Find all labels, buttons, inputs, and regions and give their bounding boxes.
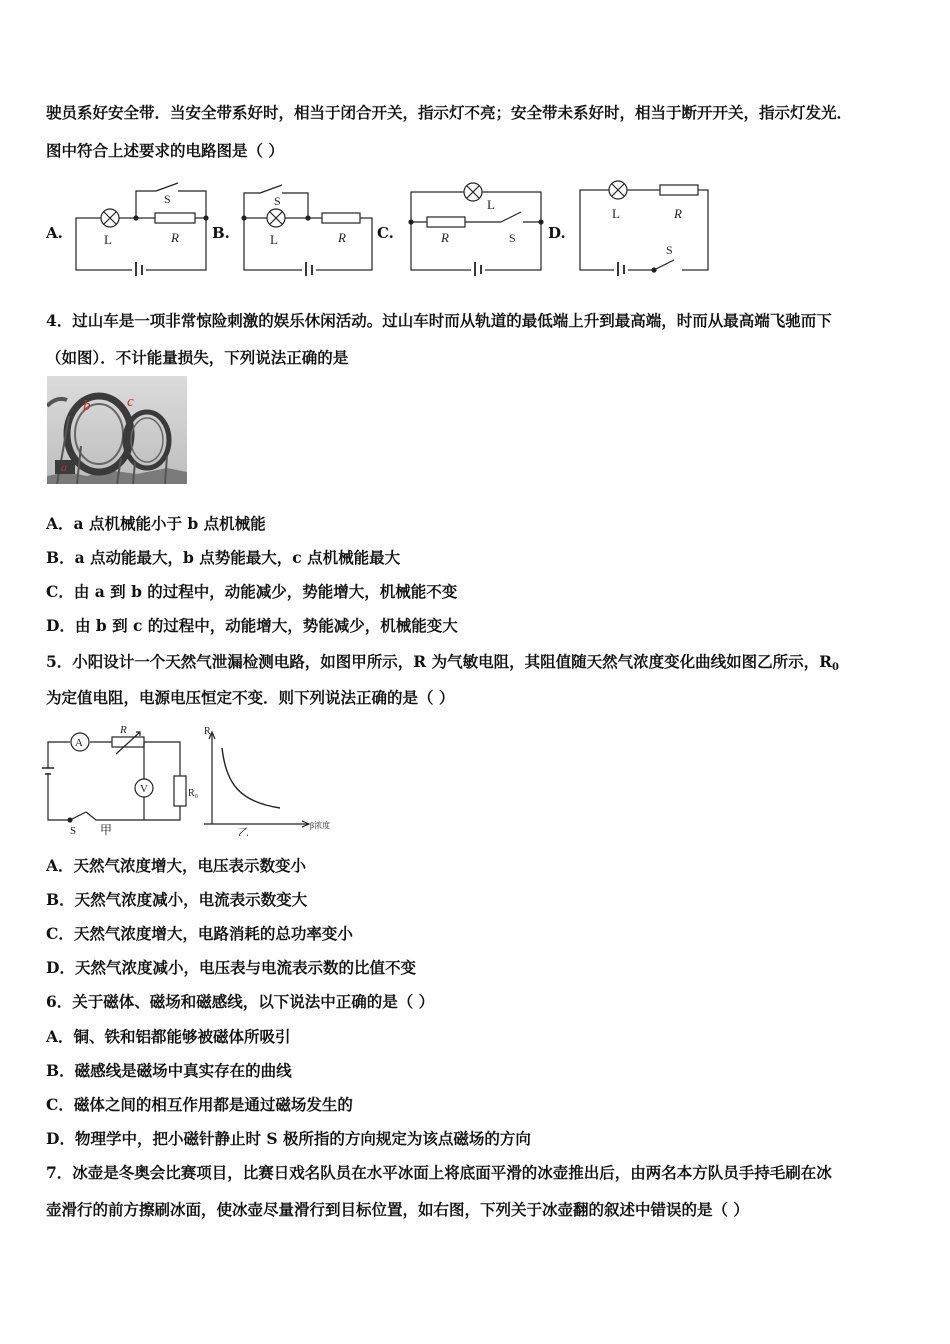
graph-caption: 乙 (238, 827, 249, 836)
resistance-curve (222, 748, 280, 808)
resistance-concentration-graph (200, 724, 350, 836)
q4-choice-c: C．由 a 到 b 的过程中，动能减少，势能增大，机械能不变 (46, 582, 458, 601)
circuit-a-switch-label: S (164, 192, 171, 206)
q5-choice-c: C．天然气浓度增大，电路消耗的总功率变小 (46, 924, 353, 943)
jia-resistor-r-label: R (120, 724, 127, 736)
q6-choice-a: A．铜、铁和铝都能够被磁体所吸引 (46, 1027, 291, 1046)
q3-option-b-label: B. (212, 224, 230, 242)
jia-resistor-r0-label: R₀ (188, 788, 199, 799)
q6-choice-d: D．物理学中，把小磁针静止时 S 极所指的方向规定为该点磁场的方向 (46, 1129, 531, 1148)
circuit-c-resistor-label: R (441, 230, 449, 245)
q7-stem-line2: 壶滑行的前方擦刷冰面，使冰壶尽量滑行到目标位置，如右图，下列关于冰壶翻的叙述中错误的是（ ） (46, 1200, 749, 1219)
q6-stem: 6．关于磁体、磁场和磁感线，以下说法中正确的是（ ） (46, 992, 435, 1011)
q5-stem-line1: 5．小阳设计一个天然气泄漏检测电路，如图甲所示，R 为气敏电阻，其阻值随天然气浓度变化曲线如图乙所示，R0 (46, 652, 839, 673)
circuit-diagram-b (238, 180, 378, 276)
circuit-c-lamp-label: L (487, 197, 495, 212)
photo-point-b-label: b (83, 398, 91, 414)
q3-stem-line2: 图中符合上述要求的电路图是（ ） (46, 141, 284, 160)
circuit-diagram-d (574, 176, 714, 276)
photo-point-c-label: c (127, 394, 134, 410)
q4-choice-a: A．a 点机械能小于 b 点机械能 (46, 514, 266, 533)
q3-stem-line1: 驶员系好安全带．当安全带系好时，相当于闭合开关，指示灯不亮；安全带未系好时，相当于断开开关，指示灯发光． (46, 103, 853, 122)
q6-choice-b: B．磁感线是磁场中真实存在的曲线 (46, 1061, 292, 1080)
photo-point-a-label: a (61, 460, 67, 474)
circuit-b-switch-label: S (274, 194, 281, 208)
q3-option-c-label: C. (377, 224, 394, 242)
circuit-d-switch-label: S (666, 243, 673, 257)
circuit-b-lamp-label: L (270, 232, 278, 247)
q7-stem-line1: 7．冰壶是冬奥会比赛项目，比赛日戏名队员在水平冰面上将底面平滑的冰壶推出后，由两名本方队员手持毛刷在冰 (46, 1163, 832, 1182)
q3-option-a-label: A. (46, 224, 63, 242)
circuit-d-lamp-label: L (612, 206, 620, 221)
circuit-a-lamp-label: L (104, 232, 112, 247)
circuit-diagram-c (405, 176, 547, 276)
circuit-c-switch-label: S (509, 231, 516, 245)
circuit-diagram-jia (40, 724, 200, 836)
q4-stem-line2: （如图）．不计能量损失，下列说法正确的是 (46, 348, 349, 367)
q4-stem-line1: 4．过山车是一项非常惊险刺激的娱乐休闲活动。过山车时而从轨道的最低端上升到最高端，时而从最高端飞驰而下 (46, 311, 832, 330)
q5-choice-d: D．天然气浓度减小，电压表与电流表示数的比值不变 (46, 958, 416, 977)
circuit-b-resistor-label: R (338, 230, 346, 245)
jia-switch-label: S (70, 825, 77, 836)
graph-y-axis-label: R (204, 726, 211, 737)
circuit-diagram-a (70, 180, 212, 276)
jia-ammeter-label: A (75, 737, 83, 749)
roller-coaster-photo (47, 376, 187, 484)
circuit-d-resistor-label: R (674, 206, 682, 221)
q5-choice-b: B．天然气浓度减小，电流表示数变大 (46, 890, 308, 909)
jia-voltmeter-label: V (140, 783, 148, 795)
jia-caption: 甲 (100, 823, 113, 836)
q6-choice-c: C．磁体之间的相互作用都是通过磁场发生的 (46, 1095, 353, 1114)
q5-stem-line2: 为定值电阻，电源电压恒定不变．则下列说法正确的是（ ） (46, 688, 455, 707)
circuit-a-resistor-label: R (171, 230, 179, 245)
q3-option-d-label: D. (548, 224, 566, 242)
graph-x-axis-label: β浓度 (310, 821, 331, 830)
q4-choice-d: D．由 b 到 c 的过程中，动能增大，势能减少，机械能变大 (46, 616, 458, 635)
q5-choice-a: A．天然气浓度增大，电压表示数变小 (46, 856, 307, 875)
q4-choice-b: B．a 点动能最大，b 点势能最大，c 点机械能最大 (46, 548, 401, 567)
